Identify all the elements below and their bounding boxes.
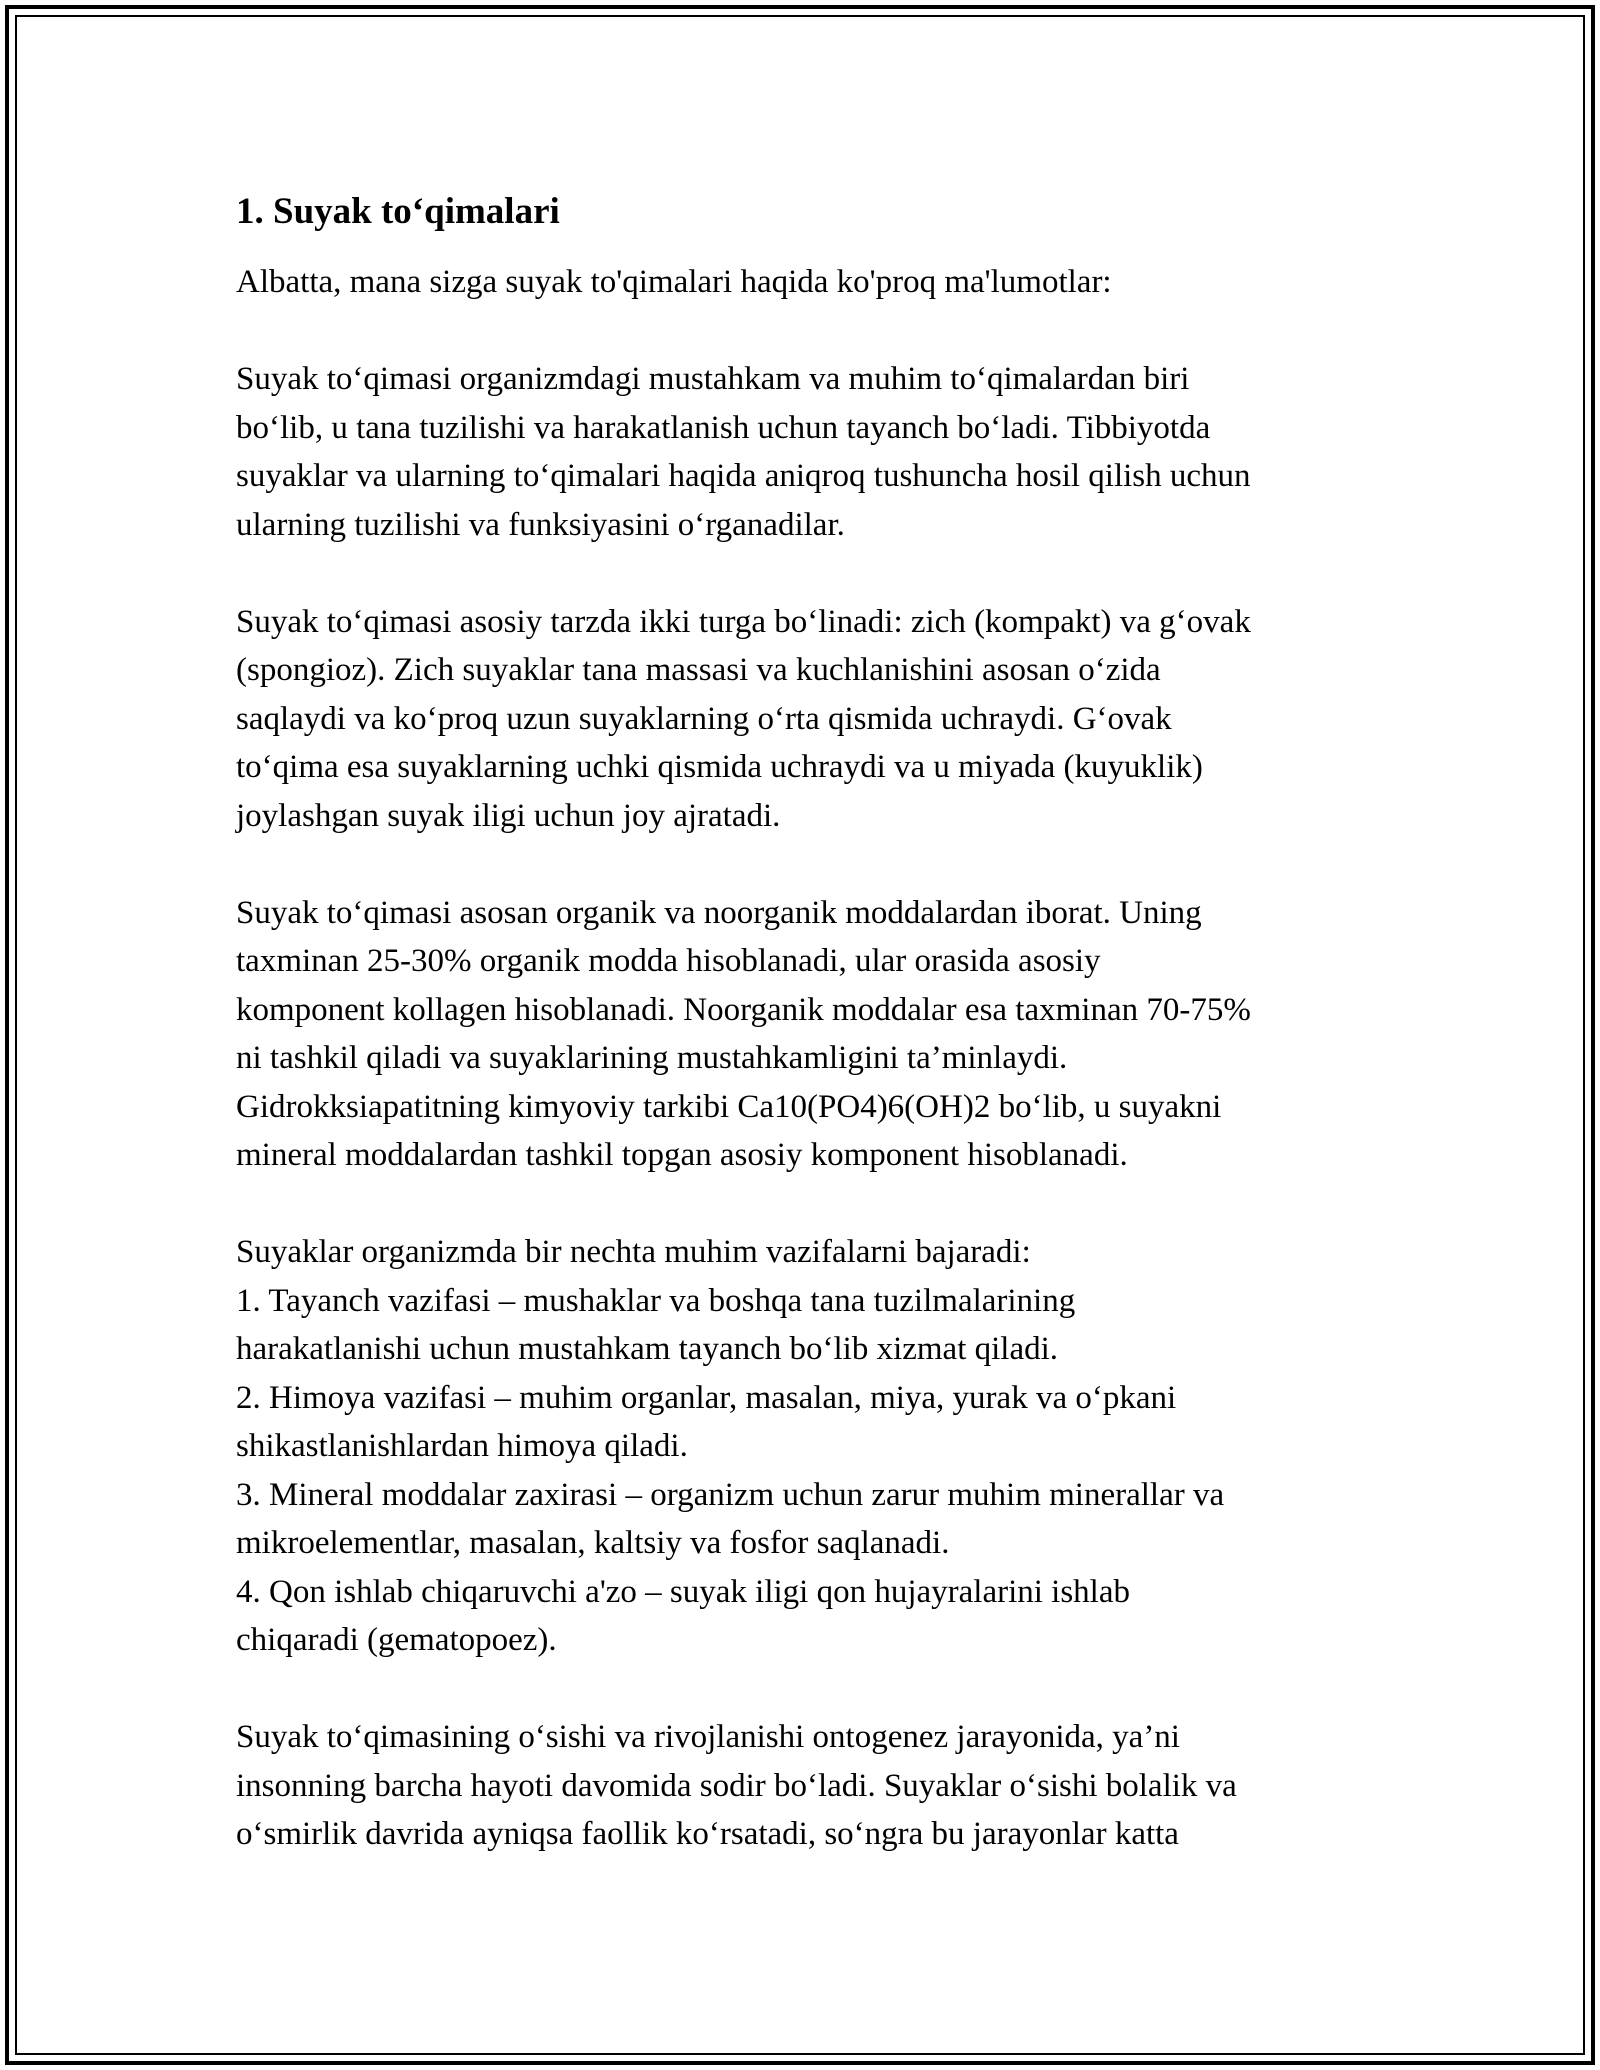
text-line: o‘smirlik davrida ayniqsa faollik ko‘rsatadi, so‘ngra bu jarayonlar katta [236,1816,1179,1852]
document-page [236,186,1386,1907]
text-line: 3. Mineral moddalar zaxirasi – organizm uchun zarur muhim minerallar va [236,1476,1225,1513]
text-line: shikastlanishlardan himoya qiladi. [236,1428,688,1464]
paragraph [236,1713,1386,1859]
text-line: Suyak to‘qimasi organizmdagi mustahkam va muhim to‘qimalardan biri [236,361,1190,397]
text-line: 1. Tayanch vazifasi – mushaklar va boshqa tana tuzilmalarining [236,1282,1076,1319]
text-line: harakatlanishi uchun mustahkam tayanch bo‘lib xizmat qiladi. [236,1331,1059,1367]
text-line: Suyak to‘qimasi asosiy tarzda ikki turga bo‘linadi: zich (kompakt) va g‘ovak [236,603,1251,640]
text-line: joylashgan suyak iligi uchun joy ajratadi. [236,797,781,834]
text-line: bo‘lib, u tana tuzilishi va harakatlanish uchun tayanch bo‘ladi. Tibbiyotda [236,409,1211,446]
text-line: ni tashkil qiladi va suyaklarining mustahkamligini ta’minlaydi. [236,1040,1068,1076]
document-body [236,258,1386,1859]
text-line: insonning barcha hayoti davomida sodir bo‘ladi. Suyaklar o‘sishi bolalik va [236,1767,1237,1804]
paragraph [236,258,1386,307]
paragraph [236,355,1386,549]
text-line: Suyaklar organizmda bir nechta muhim vazifalarni bajaradi: [236,1234,1031,1270]
text-line: 4. Qon ishlab chiqaruvchi a'zo – suyak iligi qon hujayralarini ishlab [236,1573,1130,1610]
text-line: komponent kollagen hisoblanadi. Noorganik moddalar esa taxminan 70-75% [236,991,1251,1028]
paragraph [236,1228,1386,1665]
text-line: chiqaradi (gematopoez). [236,1622,557,1658]
text-line: Suyak to‘qimasining o‘sishi va rivojlanishi ontogenez jarayonida, ya’ni [236,1719,1180,1755]
text-line: Albatta, mana sizga suyak to'qimalari haqida ko'proq ma'lumotlar: [236,264,1112,300]
text-line: taxminan 25-30% organik modda hisoblanadi, ular orasida asosiy [236,943,1101,979]
text-line: saqlaydi va ko‘proq uzun suyaklarning o‘rta qismida uchraydi. G‘ovak [236,700,1172,737]
text-line: Gidrokksiapatitning kimyoviy tarkibi Ca10(PO4)6(OH)2 bo‘lib, u suyakni [236,1088,1222,1125]
text-line: to‘qima esa suyaklarning uchki qismida uchraydi va u miyada (kuyuklik) [236,749,1203,785]
text-line: suyaklar va ularning to‘qimalari haqida aniqroq tushuncha hosil qilish uchun [236,458,1251,494]
document-title: 1. Suyak to‘qimalari [236,191,560,232]
paragraph [236,598,1386,841]
text-line: 2. Himoya vazifasi – muhim organlar, masalan, miya, yurak va o‘pkani [236,1379,1177,1416]
paragraph [236,889,1386,1180]
text-line: mikroelementlar, masalan, kaltsiy va fosfor saqlanadi. [236,1525,950,1561]
text-line: Suyak to‘qimasi asosan organik va noorganik moddalardan iborat. Uning [236,894,1202,931]
text-line: (spongioz). Zich suyaklar tana massasi va kuchlanishini asosan o‘zida [236,652,1161,688]
text-line: mineral moddalardan tashkil topgan asosiy komponent hisoblanadi. [236,1137,1128,1173]
text-line: ularning tuzilishi va funksiyasini o‘rganadilar. [236,506,845,543]
